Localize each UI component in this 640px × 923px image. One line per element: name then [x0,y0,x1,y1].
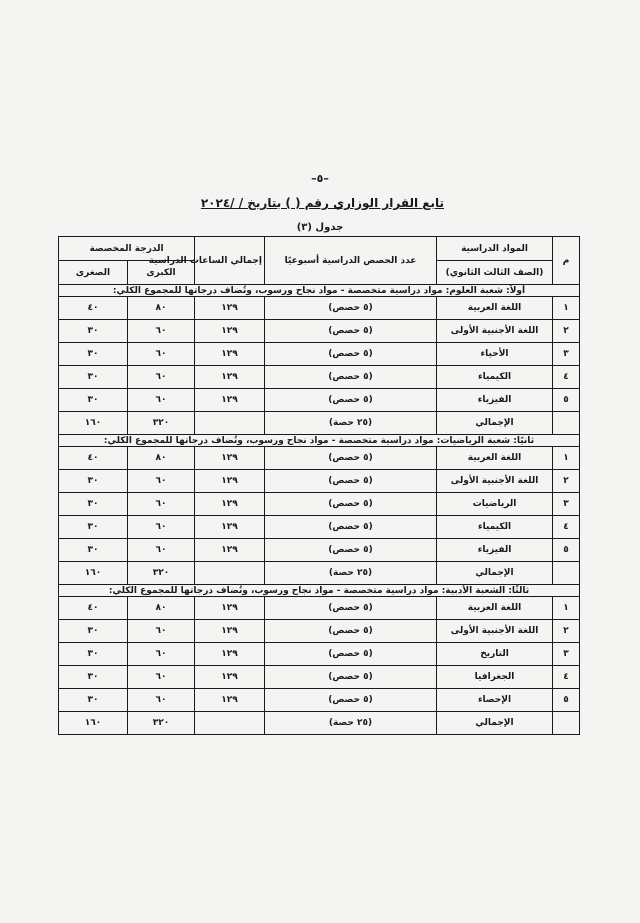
section-title: أولاً: شعبة العلوم: مواد دراسية متخصصة - مواد نجاح ورسوب، وتُضاف درجاتها للمجموع الكلي: [59,285,580,297]
total-label: الإجمالي [437,712,553,735]
row-subject: الأحياء [437,343,553,366]
decree-heading: تابع القرار الوزاري رقم ( ) بتاريخ / /٢٠٢٤ [200,196,444,210]
row-min: ٣٠ [59,666,128,689]
row-hours: ١٢٩ [195,493,265,516]
table-row [59,366,580,389]
row-subject: الكيمياء [437,366,553,389]
section-title: ثانيًا: شعبة الرياضيات: مواد دراسية متخصصة - مواد نجاح ورسوب، وتُضاف درجاتها للمجموع الكلي: [59,435,580,447]
row-subject: اللغة الأجنبية الأولى [437,620,553,643]
row-hours: ١٢٩ [195,320,265,343]
section-title-row [59,585,580,597]
row-hours: ١٢٩ [195,366,265,389]
header-weekly-periods: عدد الحصص الدراسية أسبوعيًا [265,237,437,285]
table-row [59,539,580,562]
row-hours: ١٢٩ [195,597,265,620]
row-subject: اللغة العربية [437,597,553,620]
row-max: ٦٠ [128,643,195,666]
total-min: ١٦٠ [59,712,128,735]
row-num: ٢ [553,320,580,343]
table-row [59,643,580,666]
row-subject: الفيزياء [437,389,553,412]
table-label: جدول (٣) [296,222,344,233]
row-hours: ١٢٩ [195,389,265,412]
row-min: ٣٠ [59,516,128,539]
total-num [553,712,580,735]
row-max: ٨٠ [128,297,195,320]
table-row [59,389,580,412]
row-periods: (٥ حصص) [265,366,437,389]
total-row [59,562,580,585]
row-min: ٣٠ [59,689,128,712]
table-row [59,493,580,516]
row-max: ٦٠ [128,366,195,389]
row-max: ٦٠ [128,389,195,412]
row-subject: التاريخ [437,643,553,666]
row-num: ٤ [553,366,580,389]
row-min: ٣٠ [59,470,128,493]
row-subject: الجغرافيا [437,666,553,689]
row-min: ٣٠ [59,389,128,412]
total-periods: (٢٥ حصة) [265,562,437,585]
row-min: ٣٠ [59,620,128,643]
row-periods: (٥ حصص) [265,597,437,620]
table-row [59,470,580,493]
row-max: ٦٠ [128,343,195,366]
table-row [59,597,580,620]
row-max: ٨٠ [128,447,195,470]
row-periods: (٥ حصص) [265,666,437,689]
table-row [59,666,580,689]
header-total-hours: إجمالي الساعات الدراسية [195,237,265,285]
table-row [59,320,580,343]
row-num: ٤ [553,516,580,539]
total-max: ٣٢٠ [128,412,195,435]
row-max: ٦٠ [128,493,195,516]
table-row [59,297,580,320]
row-hours: ١٢٩ [195,297,265,320]
total-max: ٣٢٠ [128,562,195,585]
row-subject: الإحصاء [437,689,553,712]
row-periods: (٥ حصص) [265,539,437,562]
table-row [59,516,580,539]
row-subject: اللغة العربية [437,447,553,470]
row-periods: (٥ حصص) [265,643,437,666]
row-subject: الكيمياء [437,516,553,539]
row-max: ٦٠ [128,320,195,343]
total-label: الإجمالي [437,412,553,435]
row-subject: اللغة العربية [437,297,553,320]
row-hours: ١٢٩ [195,516,265,539]
section-title: ثالثًا: الشعبة الأدبية: مواد دراسية متخصصة - مواد نجاح ورسوب، وتُضاف درجاتها للمجموع الكلي: [59,585,580,597]
row-num: ٢ [553,470,580,493]
row-num: ٣ [553,343,580,366]
row-min: ٣٠ [59,366,128,389]
row-max: ٦٠ [128,689,195,712]
row-min: ٣٠ [59,343,128,366]
row-hours: ١٢٩ [195,620,265,643]
row-num: ١ [553,597,580,620]
header-marks: الدرجة المخصصة [59,237,195,261]
total-max: ٣٢٠ [128,712,195,735]
row-num: ٥ [553,539,580,562]
row-num: ١ [553,447,580,470]
row-periods: (٥ حصص) [265,447,437,470]
row-num: ٣ [553,493,580,516]
total-num [553,562,580,585]
table-row [59,620,580,643]
total-min: ١٦٠ [59,412,128,435]
row-periods: (٥ حصص) [265,389,437,412]
row-max: ٦٠ [128,470,195,493]
row-max: ٦٠ [128,539,195,562]
row-min: ٣٠ [59,493,128,516]
section-title-row [59,285,580,297]
table-row [59,447,580,470]
table-body [59,285,580,735]
total-min: ١٦٠ [59,562,128,585]
row-hours: ١٢٩ [195,643,265,666]
row-max: ٨٠ [128,597,195,620]
row-num: ٣ [553,643,580,666]
row-min: ٣٠ [59,643,128,666]
row-periods: (٥ حصص) [265,689,437,712]
row-periods: (٥ حصص) [265,343,437,366]
row-hours: ١٢٩ [195,470,265,493]
row-min: ٣٠ [59,320,128,343]
row-periods: (٥ حصص) [265,516,437,539]
subjects-table [58,236,580,735]
total-row [59,412,580,435]
total-label: الإجمالي [437,562,553,585]
row-hours: ١٢٩ [195,666,265,689]
row-num: ١ [553,297,580,320]
row-max: ٦٠ [128,516,195,539]
total-periods: (٢٥ حصة) [265,412,437,435]
total-hours [195,712,265,735]
row-min: ٤٠ [59,597,128,620]
total-row [59,712,580,735]
row-max: ٦٠ [128,620,195,643]
row-num: ٥ [553,389,580,412]
total-hours [195,562,265,585]
table-row [59,343,580,366]
row-hours: ١٢٩ [195,343,265,366]
row-num: ٤ [553,666,580,689]
row-periods: (٥ حصص) [265,493,437,516]
row-periods: (٥ حصص) [265,620,437,643]
header-num: م [553,237,580,285]
header-subjects: المواد الدراسية [437,237,553,261]
table-row [59,689,580,712]
row-hours: ١٢٩ [195,539,265,562]
row-hours: ١٢٩ [195,447,265,470]
row-min: ٤٠ [59,447,128,470]
row-min: ٣٠ [59,539,128,562]
section-title-row [59,435,580,447]
row-num: ٢ [553,620,580,643]
row-periods: (٥ حصص) [265,297,437,320]
row-subject: الفيزياء [437,539,553,562]
total-hours [195,412,265,435]
row-periods: (٥ حصص) [265,470,437,493]
row-subject: اللغة الأجنبية الأولى [437,470,553,493]
row-num: ٥ [553,689,580,712]
row-subject: الرياضيات [437,493,553,516]
header-max-mark: الكبرى [128,261,195,285]
row-periods: (٥ حصص) [265,320,437,343]
total-periods: (٢٥ حصة) [265,712,437,735]
header-min-mark: الصغرى [59,261,128,285]
row-max: ٦٠ [128,666,195,689]
page-number: –٥– [311,172,329,185]
row-hours: ١٢٩ [195,689,265,712]
row-min: ٤٠ [59,297,128,320]
header-grade: (الصف الثالث الثانوي) [437,261,553,285]
row-subject: اللغة الأجنبية الأولى [437,320,553,343]
total-num [553,412,580,435]
